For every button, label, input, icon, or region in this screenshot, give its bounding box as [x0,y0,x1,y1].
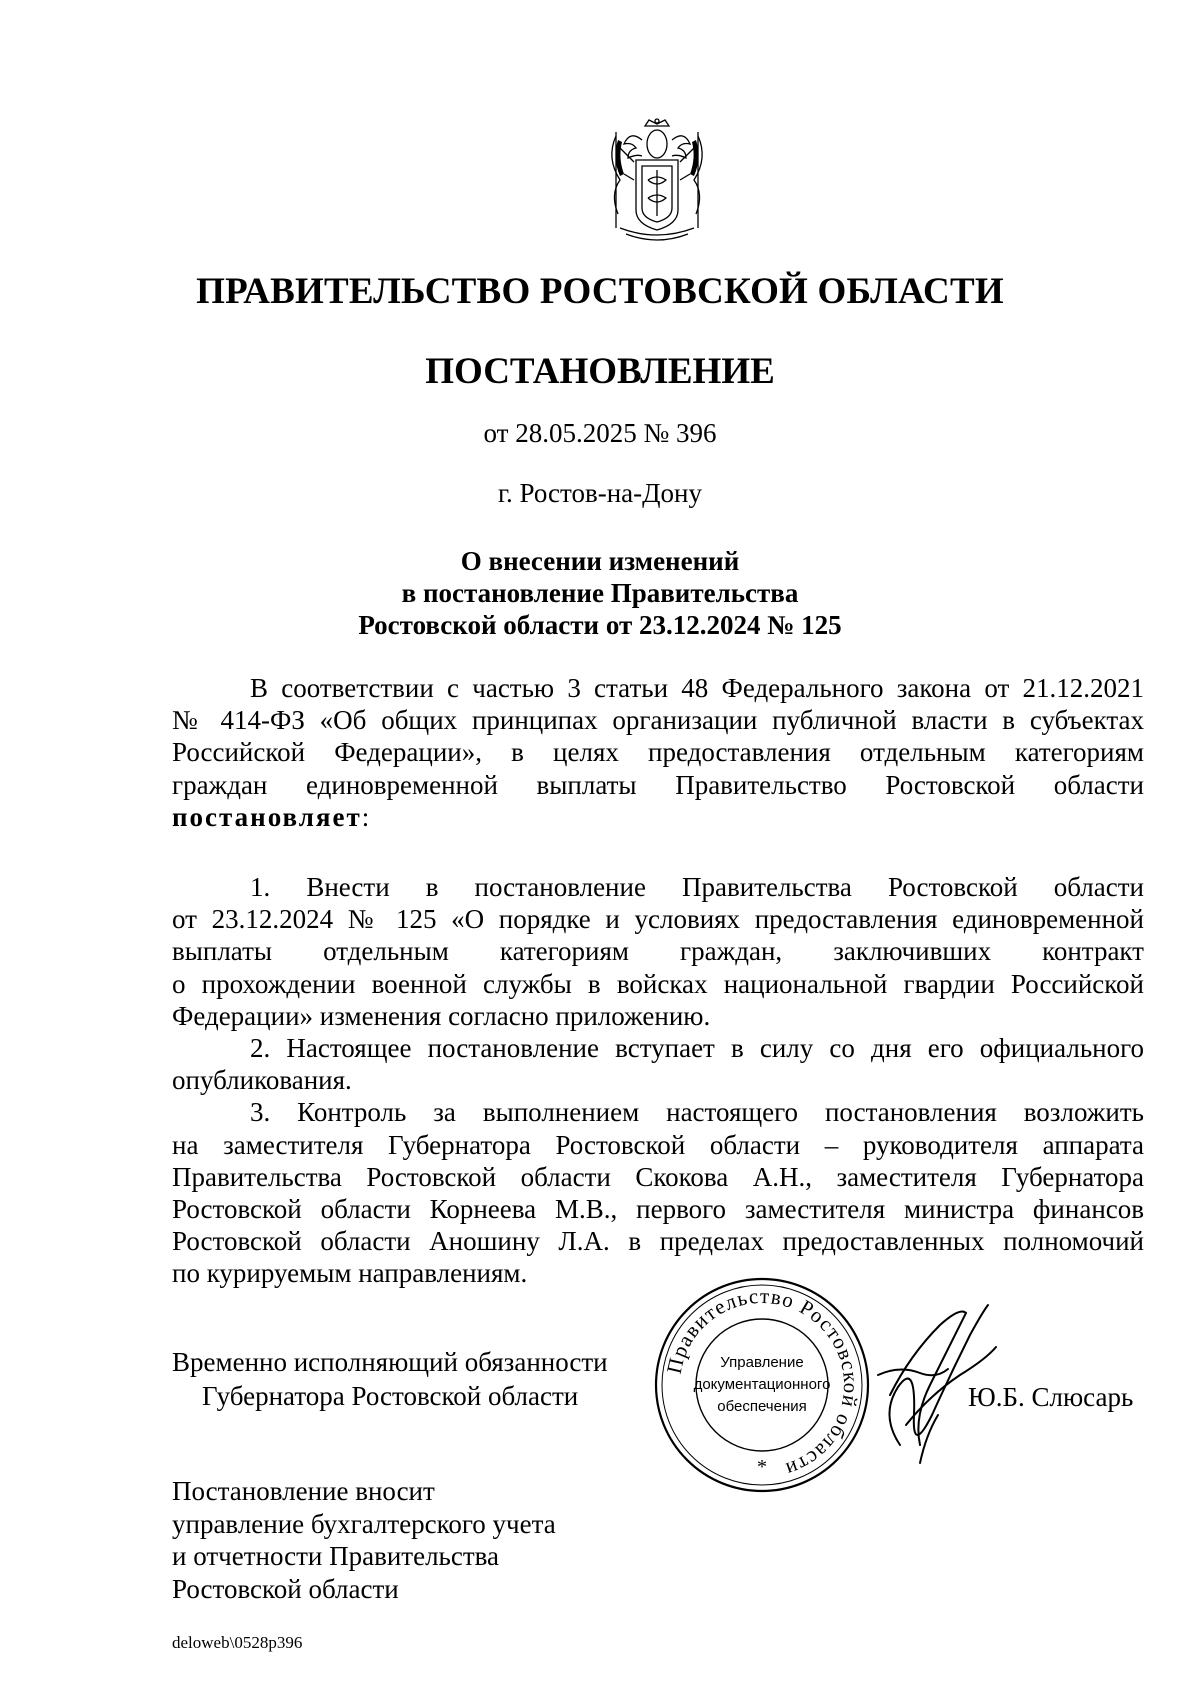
organization-title: ПРАВИТЕЛЬСТВО РОСТОВСКОЙ ОБЛАСТИ [196,271,1004,312]
document-city: г. Ростов-на-Дону [497,478,702,508]
text-line: выплаты отдельным категориям граждан, заключивших контракт [172,936,1144,967]
stamp-star: * [757,1456,767,1478]
text-line: от 23.12.2024 № 125 «О порядке и условиях предоставления единовременной [172,904,1144,935]
text-line: опубликования. [172,1065,352,1096]
text-line: по курируемым направлениям. [172,1258,528,1289]
document-type-heading: ПОСТАНОВЛЕНИЕ [425,351,775,392]
text-line: 2. Настоящее постановление вступает в силу со дня его официального [250,1033,1144,1064]
text-line: граждан единовременной выплаты Правительство Ростовской области [172,769,1144,800]
signatory-role-line: Губернатора Ростовской области [202,1381,579,1411]
resolution-item-3 [172,1096,1144,1289]
resolution-item-1 [172,871,1144,1032]
submitter-line: и отчетности Правительства [172,1541,500,1571]
signatory-role [172,1345,608,1413]
text-line: Ростовской области Корнеева М.В., первого заместителя министра финансов [172,1194,1144,1225]
resolution-item-2 [172,1032,1144,1096]
text-line: Правительства Ростовской области Скокова А.Н., заместителя Губернатора [172,1161,1144,1192]
text-line: о прохождении военной службы в войсках национальной гвардии Российской [172,968,1144,999]
subject-line: в постановление Правительства [401,578,799,608]
text-line [172,801,1144,833]
text-line: № 414-ФЗ «Об общих принципах организации публичной власти в субъектах [172,705,1144,736]
submitter-note [172,1475,556,1605]
signatory-role-line: Временно исполняющий обязанности [172,1347,608,1377]
coat-of-arms-emblem [602,118,712,246]
stamp-center-line: обеспечения [717,1398,807,1415]
official-stamp [652,1275,872,1495]
submitter-line: Ростовской области [172,1573,399,1604]
text-line: 1. Внести в постановление Правительства Ростовской области [250,872,1144,902]
text-line: 3. Контроль за выполнением настоящего постановления возложить [250,1097,1144,1128]
subject-line: О внесении изменений [460,546,740,576]
document-date-number: от 28.05.2025 № 396 [483,418,717,448]
document-subject [0,545,1200,641]
subject-line: Ростовской области от 23.12.2024 № 125 [358,610,842,640]
submitter-line: управление бухгалтерского учета [172,1508,556,1539]
text-line: Федерации» изменения согласно приложению. [172,1000,711,1031]
resolution-items [172,871,1144,1290]
stamp-center-line: документационного [693,1376,831,1393]
stamp-ring-text: Правительство Ростовской области [661,1283,864,1483]
submitter-line: Постановление вносит [172,1476,435,1506]
resolves-colon: : [361,801,370,832]
stamp-center-line: Управление [720,1354,804,1371]
resolves-word: постановляет [172,801,362,832]
document-file-code: deloweb\0528p396 [172,1633,303,1652]
text-line: В соответствии с частью 3 статьи 48 Федерального закона от 21.12.2021 [250,673,1144,703]
text-line: Ростовской области Аношину Л.А. в пределах предоставленных полномочий [172,1226,1144,1257]
preamble-paragraph [172,672,1144,833]
text-line: Российской Федерации», в целях предоставления отдельным категориям [172,737,1144,768]
text-line: на заместителя Губернатора Ростовской области – руководителя аппарата [172,1129,1144,1160]
signatory-name: Ю.Б. Слюсарь [968,1382,1134,1412]
